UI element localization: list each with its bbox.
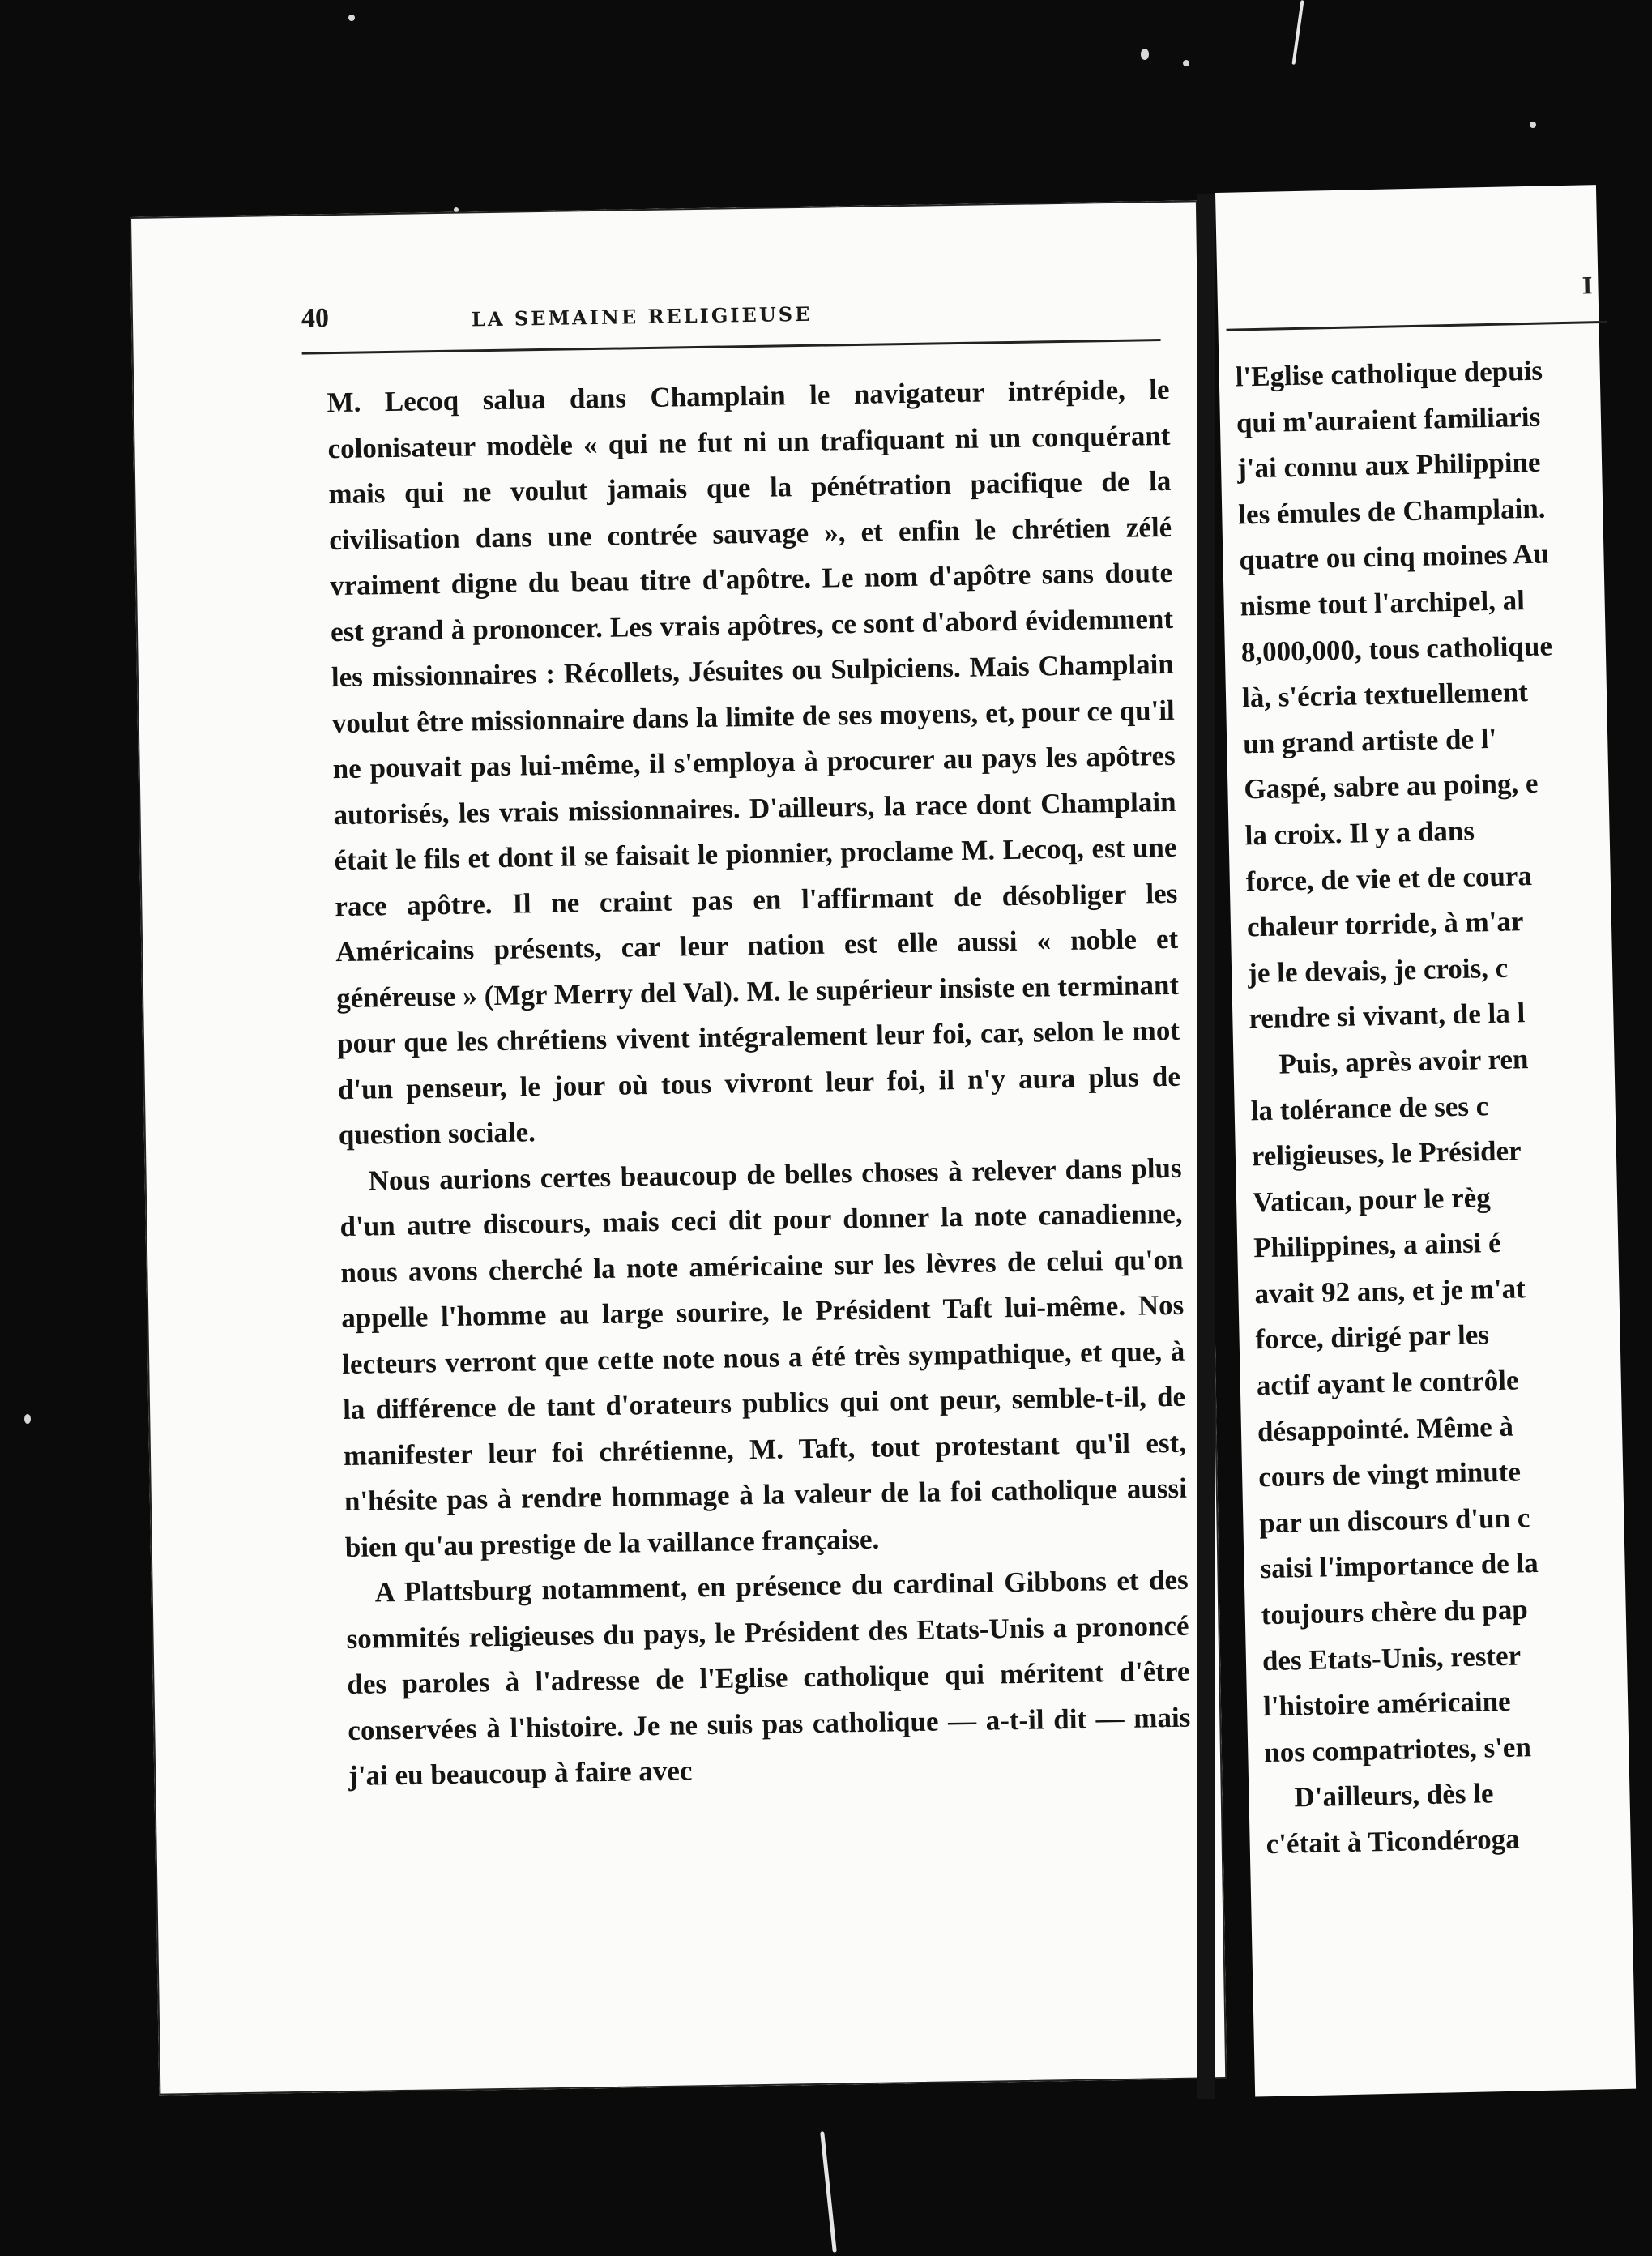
text-line: des Etats-Unis, rester xyxy=(1261,1639,1522,1677)
text-line: la croix. Il y a dans xyxy=(1244,814,1475,852)
text-line: Philippines, a ainsi é xyxy=(1253,1227,1501,1264)
text-line: c'était à Ticondéroga xyxy=(1266,1822,1521,1861)
text-line: Vatican, pour le règ xyxy=(1252,1181,1492,1218)
header-rule xyxy=(1227,321,1607,331)
running-title: LA SEMAINE RELIGIEUSE xyxy=(471,301,813,331)
text-line: qui m'auraient familiaris xyxy=(1236,400,1541,439)
text-line: 8,000,000, tous catholique xyxy=(1240,629,1553,669)
dust-speck xyxy=(348,15,355,21)
page-number: 40 xyxy=(301,303,330,334)
text-line: les émules de Champlain. xyxy=(1237,492,1546,531)
text-line: nos compatriotes, s'en xyxy=(1263,1731,1532,1768)
left-page xyxy=(130,200,1227,2095)
text-line: toujours chère du pap xyxy=(1261,1593,1529,1631)
text-line: je le devais, je crois, c xyxy=(1247,951,1509,989)
fiber-streak xyxy=(820,2131,837,2253)
text-line: avait 92 ans, et je m'at xyxy=(1254,1272,1526,1310)
body-text xyxy=(327,367,1191,1800)
text-line: religieuses, le Présider xyxy=(1251,1134,1522,1173)
book-gutter xyxy=(1197,194,1215,2099)
dust-speck xyxy=(1183,60,1189,66)
text-line: D'ailleurs, dès le xyxy=(1294,1777,1494,1814)
right-page-header: I xyxy=(1582,272,1593,300)
dust-speck xyxy=(1530,122,1536,128)
right-page-text xyxy=(1235,347,1647,1868)
text-line: l'histoire américaine xyxy=(1262,1685,1512,1723)
text-line: force, dirigé par les xyxy=(1255,1318,1490,1356)
text-line: chaleur torride, à m'ar xyxy=(1246,905,1524,943)
text-line: Puis, après avoir ren xyxy=(1278,1043,1529,1080)
text-line: par un discours d'un c xyxy=(1258,1502,1530,1540)
paragraph: Nous aurions certes beaucoup de belles choses à relever dans plus d'un autre discours, mais ceci dit pour donner la note canadienne, nous avons cherché la note américaine sur les lèvres de celui qu'on appelle l'homme au large sourire, le Président Taft lui-même. Nos lecteurs verront que cette note nous a été très sympathique, et que, à la différence de tant d'orateurs publics qui ont peur, semble-t-il, de manifester leur foi chrétienne, M. Taft, tout protestant qu'il est, n'hésite pas à rendre hommage à la valeur de la foi catholique aussi bien qu'au prestige de la vaillance française. xyxy=(339,1152,1188,1563)
paragraph: M. Lecoq salua dans Champlain le navigateur intrépide, le colonisateur modèle « qui ne fut ni un trafiquant ni un conquérant mais qui ne voulut jamais que la pénétration pacifique de la civilisation dans une contrée sauvage », et enfin le chrétien zélé vraiment digne du beau titre d'apôtre. Le nom d'apôtre sans doute est grand à prononcer. Les vrais apôtres, ce sont d'abord évidemment les missionnaires : Récollets, Jésuites ou Sulpiciens. Mais Champlain voulut être missionnaire dans la limite de ses moyens, et, pour ce qu'il ne pouvait pas lui-même, il s'employa à procurer au pays les apôtres autorisés, les vrais missionnaires. D'ailleurs, la race dont Champlain était le fils et dont il se faisait le pionnier, proclame M. Lecoq, est une race apôtre. Il ne craint pas en l'affirmant de désobliger les Américains présents, car leur nation est elle aussi « noble et généreuse » (Mgr Merry del Val). M. le supérieur insiste en terminant pour que les chrétiens vivent intégralement leur foi, car, selon le mot d'un penseur, le jour où tous vivront leur foi, il n'y aura plus de question sociale. xyxy=(327,373,1181,1152)
text-line: actif ayant le contrôle xyxy=(1256,1364,1519,1402)
text-line: un grand artiste de l' xyxy=(1242,722,1497,760)
text-line: l'Eglise catholique depuis xyxy=(1235,354,1543,393)
text-line: cours de vingt minute xyxy=(1257,1455,1522,1493)
right-page xyxy=(1215,185,1636,2096)
paragraph: A Plattsburg notamment, en présence du cardinal Gibbons et des sommités religieuses du pays, le Président des Etats-Unis a prononcé des paroles à l'adresse de l'Eglise catholique qui méritent d'être conservées à l'histoire. Je ne suis pas catholique — a-t-il dit — mais j'ai eu beaucoup à faire avec xyxy=(346,1563,1191,1792)
dust-speck xyxy=(24,1414,31,1424)
text-line: j'ai connu aux Philippine xyxy=(1236,446,1541,485)
text-line: force, de vie et de coura xyxy=(1245,859,1533,897)
text-line: Gaspé, sabre au poing, e xyxy=(1244,767,1539,805)
text-line: rendre si vivant, de la l xyxy=(1248,997,1526,1035)
text-line: désappointé. Même à xyxy=(1257,1410,1514,1447)
fiber-streak xyxy=(1291,0,1304,65)
dust-speck xyxy=(1141,49,1149,60)
text-line: là, s'écria textuellement xyxy=(1241,676,1529,714)
text-line: nisme tout l'archipel, al xyxy=(1240,584,1526,622)
text-line: saisi l'importance de la xyxy=(1260,1547,1539,1585)
text-line: quatre ou cinq moines Au xyxy=(1239,537,1550,576)
text-line: la tolérance de ses c xyxy=(1250,1089,1489,1126)
